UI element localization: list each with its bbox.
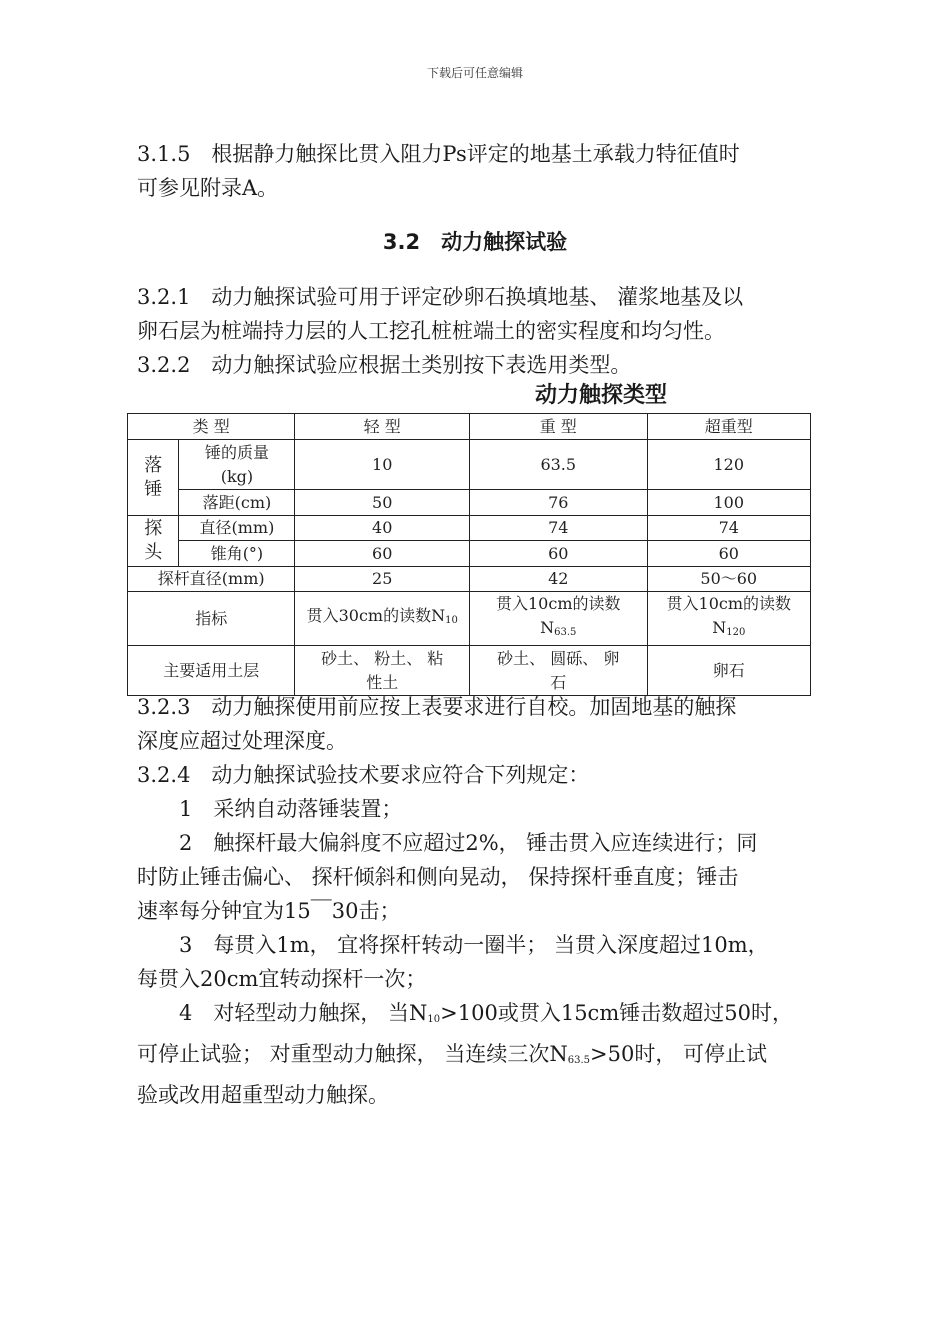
- table-cell: 10: [295, 440, 470, 490]
- table-row: [128, 567, 811, 592]
- index-symbol: N: [712, 618, 727, 637]
- table-row: [128, 516, 811, 541]
- soil-line: 性土: [366, 672, 399, 692]
- index-text: 贯入30cm的读数N: [306, 606, 446, 625]
- header-light: 轻 型: [295, 414, 470, 440]
- table-cell: 42: [469, 567, 647, 592]
- rule-2-line: 时防止锤击偏心、 探杆倾斜和侧向晃动， 保持探杆垂直度；锤击: [137, 865, 739, 889]
- clause-line: 3.2.1 动力触探试验可用于评定砂卵石换填地基、 灌浆地基及以: [137, 285, 744, 309]
- rule-4-subscript: 63.5: [567, 1055, 590, 1066]
- hammer-mass-label: 锤的质量(kg): [179, 440, 295, 490]
- table-cell: 25: [295, 567, 470, 592]
- index-text: 贯入10cm的读数: [496, 594, 621, 613]
- section-title: 3.2 动力触探试验: [382, 230, 568, 254]
- drop-label: 落距(cm): [179, 490, 295, 516]
- table-row: [128, 592, 811, 646]
- rule-4-text: >50时， 可停止试: [590, 1042, 767, 1066]
- rule-4-subscript: 10: [427, 1014, 441, 1025]
- table-row: [128, 646, 811, 696]
- table-cell: [295, 592, 470, 646]
- rule-4-line: [137, 1037, 814, 1078]
- header-heavy: 重 型: [469, 414, 647, 440]
- rule-4-line: [137, 996, 814, 1037]
- table-row: [128, 541, 811, 567]
- table-cell: [295, 646, 470, 696]
- rule-2-line: 速率每分钟宜为15￣30击；: [137, 899, 401, 923]
- header-type: 类 型: [128, 414, 295, 440]
- rule-3-line: 3 每贯入1m， 宜将探杆转动一圈半； 当贯入深度超过10m，: [179, 933, 769, 957]
- rule-4-line: 验或改用超重型动力触探。: [137, 1083, 389, 1107]
- header-super: 超重型: [647, 414, 810, 440]
- index-text: 贯入10cm的读数: [666, 594, 792, 613]
- soil-line: 石: [550, 672, 567, 692]
- table-cell: 60: [647, 541, 810, 567]
- clause-3-2-3: [137, 690, 814, 1112]
- table-cell: 60: [469, 541, 647, 567]
- rule-4-text: 4 对轻型动力触探， 当N: [179, 1001, 428, 1025]
- soil-line: 砂土、 粉土、 粘: [321, 648, 444, 668]
- clause-line: 深度应超过处理深度。: [137, 729, 347, 753]
- rule-1: 1 采纳自动落锤装置；: [179, 797, 403, 821]
- clause-3-1-5: [137, 137, 814, 205]
- rule-2-line: 2 触探杆最大偏斜度不应超过2%， 锤击贯入应连续进行；同: [179, 831, 758, 855]
- index-subscript: 10: [445, 615, 458, 626]
- clause-line: 3.2.3 动力触探使用前应按上表要求进行自校。加固地基的触探: [137, 695, 737, 719]
- clause-3-2-1: [137, 280, 814, 382]
- table-cell: 63.5: [469, 440, 647, 490]
- table-cell: 50～60: [647, 567, 810, 592]
- hammer-group-label: [128, 440, 179, 516]
- rule-4-text: >100或贯入15cm锤击数超过50时，: [440, 1001, 793, 1025]
- table-cell: 50: [295, 490, 470, 516]
- table-cell: [469, 646, 647, 696]
- clause-line: 可参见附录A。: [137, 176, 279, 200]
- rule-4-text: 可停止试验； 对重型动力触探， 当连续三次N: [137, 1042, 568, 1066]
- probe-group-text: 探头: [144, 518, 163, 563]
- clause-line: 3.1.5 根据静力触探比贯入阻力Ps评定的地基土承载力特征值时: [137, 142, 740, 166]
- table-cell: 74: [469, 516, 647, 541]
- table-cell: [647, 592, 810, 646]
- index-symbol: N: [540, 618, 555, 637]
- rule-3-line: 每贯入20cm宜转动探杆一次；: [137, 967, 427, 991]
- hammer-group-text: 落锤: [144, 454, 163, 500]
- index-subscript: 63.5: [554, 627, 577, 638]
- probe-group-label: [128, 516, 179, 567]
- table-cell: 76: [469, 490, 647, 516]
- clause-line: 卵石层为桩端持力层的人工挖孔桩桩端土的密实程度和均匀性。: [137, 319, 725, 343]
- probe-type-table: [127, 413, 811, 696]
- soil-line: 砂土、 圆砾、 卵: [497, 648, 620, 668]
- table-title: 动力触探类型: [535, 383, 668, 408]
- header-note: 下载后可任意编辑: [426, 66, 523, 80]
- table-cell: 120: [647, 440, 810, 490]
- table-cell: 60: [295, 541, 470, 567]
- table-cell: [469, 592, 647, 646]
- table-row: [128, 490, 811, 516]
- table-cell: 100: [647, 490, 810, 516]
- table-row: [128, 440, 811, 490]
- table-cell: 74: [647, 516, 810, 541]
- table-cell: 卵石: [647, 646, 810, 696]
- diameter-label: 直径(mm): [179, 516, 295, 541]
- rod-label: 探杆直径(mm): [128, 567, 295, 592]
- cone-label: 锥角(°): [179, 541, 295, 567]
- index-subscript: 120: [726, 627, 746, 638]
- table-row: [128, 414, 811, 440]
- index-label: 指标: [128, 592, 295, 646]
- soil-label: 主要适用土层: [128, 646, 295, 696]
- table-cell: 40: [295, 516, 470, 541]
- clause-3-2-4: 3.2.4 动力触探试验技术要求应符合下列规定：: [137, 763, 590, 787]
- clause-3-2-2: 3.2.2 动力触探试验应根据土类别按下表选用类型。: [137, 353, 632, 377]
